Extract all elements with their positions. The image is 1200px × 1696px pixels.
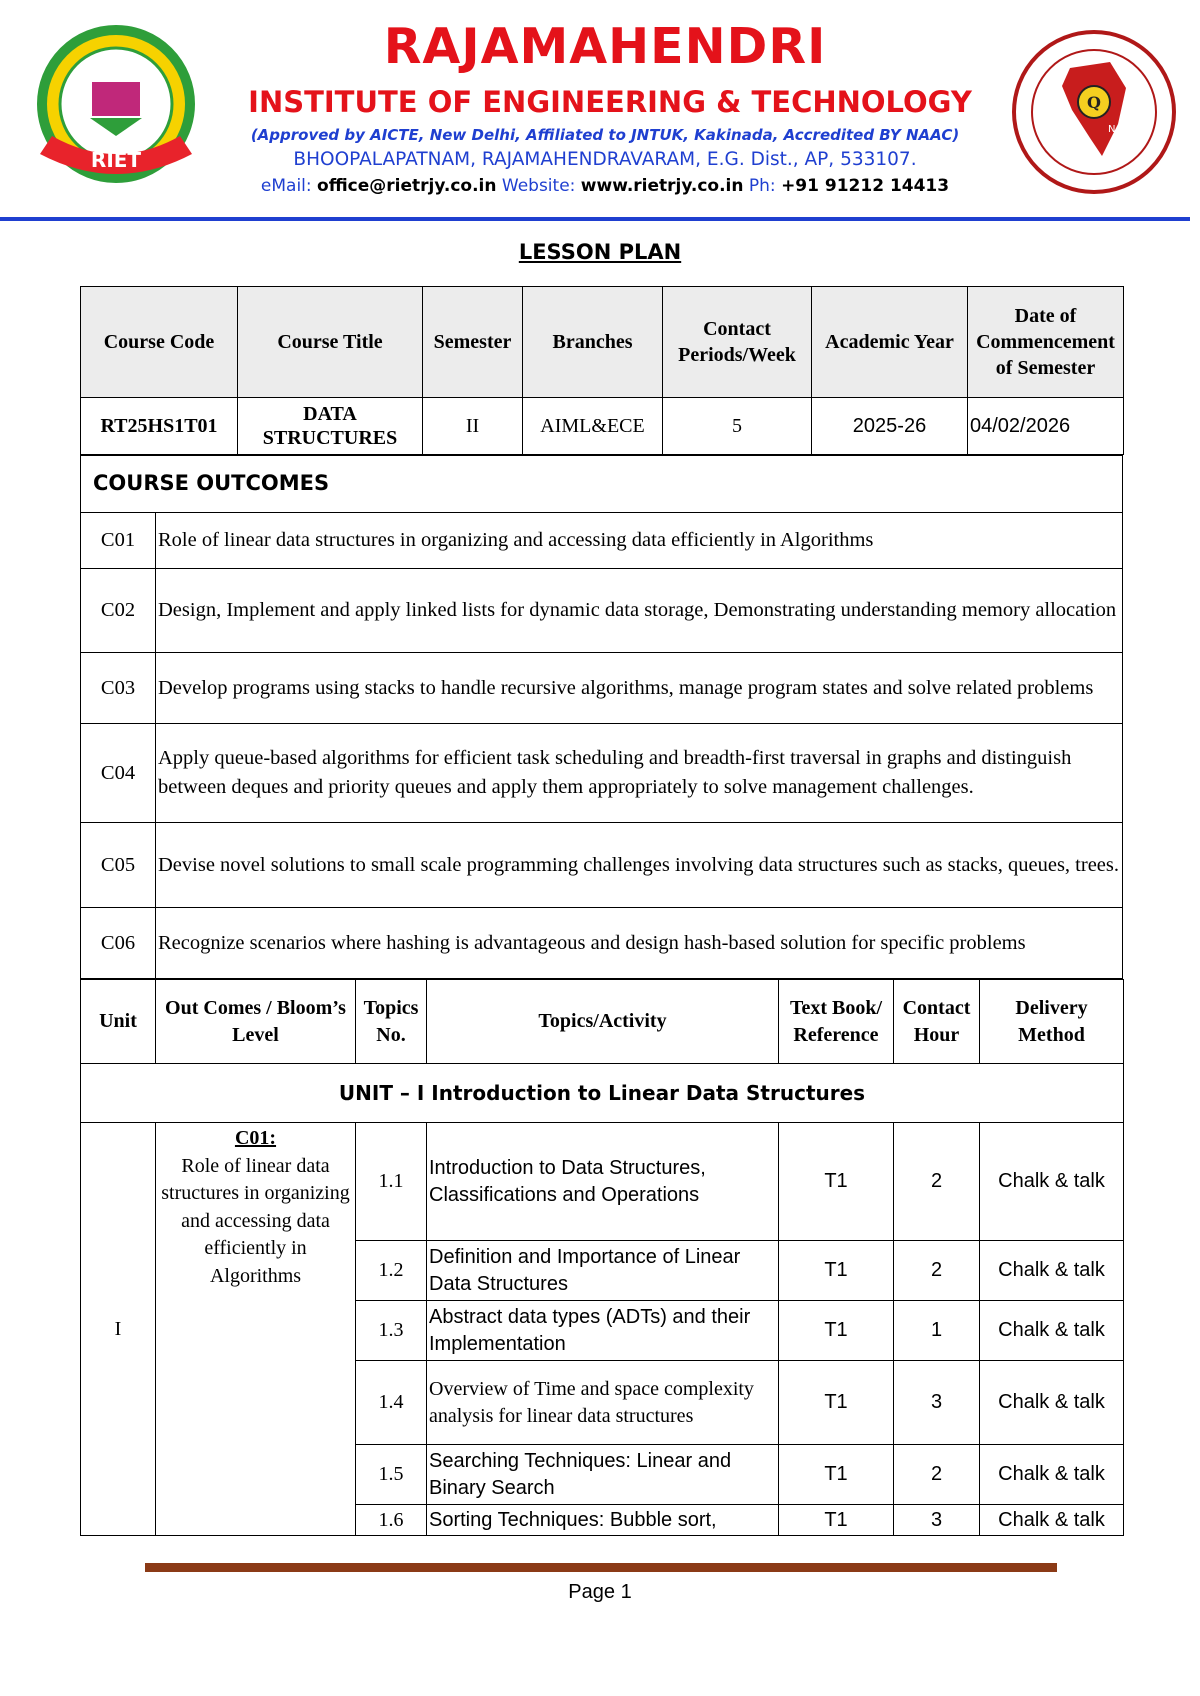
outcome-text: Apply queue-based algorithms for efficient task scheduling and breadth-first traversal in graphs and distinguish between deques and priority queues and apply them appropriately to solve management challenges. [156, 724, 1123, 823]
website-link[interactable]: www.rietrjy.co.in [580, 176, 744, 196]
naac-seal-icon [1010, 28, 1178, 196]
footer-divider [145, 1563, 1057, 1572]
header-commencement-date: Date of Commencement of Semester [968, 287, 1124, 398]
header-semester: Semester [423, 287, 523, 398]
contact-hours: 2 [894, 1241, 980, 1301]
institute-name: RAJAMAHENDRI [383, 18, 827, 75]
header-contact-hour: Contact Hour [894, 980, 980, 1064]
course-code: RT25HS1T01 [81, 398, 238, 455]
delivery-method: Chalk & talk [980, 1361, 1124, 1445]
course-outcomes-heading: COURSE OUTCOMES [81, 456, 1123, 513]
contact-hours: 3 [894, 1505, 980, 1536]
topic-title: Definition and Importance of Linear Data Structures [427, 1241, 779, 1301]
contact-hours: 3 [894, 1361, 980, 1445]
topic-number: 1.4 [356, 1361, 427, 1445]
approval-line: (Approved by AICTE, New Delhi, Affiliated to JNTUK, Kakinada, Accredited BY NAAC) [250, 126, 960, 144]
outcome-text: Role of linear data structures in organizing and accessing data efficiently in Algorithms [156, 513, 1123, 569]
text-book: T1 [779, 1241, 894, 1301]
header-academic-year: Academic Year [812, 287, 968, 398]
course-title: DATA STRUCTURES [238, 398, 423, 455]
outcome-code: C04 [81, 724, 156, 823]
page-title: LESSON PLAN [518, 240, 682, 264]
contact-line: eMail: office@rietrjy.co.in Website: www.rietrjy.co.in Ph: +91 91212 14413 [260, 176, 950, 196]
page-number: Page 1 [568, 1581, 632, 1603]
text-book: T1 [779, 1505, 894, 1536]
svg-text:RIET: RIET [90, 148, 142, 172]
outcome-row [81, 569, 1123, 653]
contact-hours: 2 [894, 1445, 980, 1505]
topic-number: 1.1 [356, 1123, 427, 1241]
outcome-code: C06 [81, 908, 156, 979]
header-unit: Unit [81, 980, 156, 1064]
delivery-method: Chalk & talk [980, 1241, 1124, 1301]
outcome-code: C01: [234, 1127, 277, 1149]
text-book: T1 [779, 1123, 894, 1241]
delivery-method: Chalk & talk [980, 1301, 1124, 1361]
header-topics: Topics/Activity [427, 980, 779, 1064]
topic-number: 1.2 [356, 1241, 427, 1301]
topic-title: Introduction to Data Structures, Classifications and Operations [427, 1123, 779, 1241]
header-branches: Branches [523, 287, 663, 398]
lesson-schedule-table [80, 979, 1124, 1536]
outcome-row [81, 724, 1123, 823]
letterhead [0, 0, 1200, 222]
unit-number: I [81, 1123, 156, 1536]
branches: AIML&ECE [523, 398, 663, 455]
address-line: BHOOPALAPATNAM, RAJAMAHENDRAVARAM, E.G. Dist., AP, 533107. [293, 149, 917, 170]
contact-hours: 1 [894, 1301, 980, 1361]
topic-number: 1.3 [356, 1301, 427, 1361]
svg-text:Q: Q [1087, 93, 1101, 112]
contact-hours: 2 [894, 1123, 980, 1241]
outcome-description: Role of linear data structures in organizing and accessing data efficiently in Algorithms [161, 1154, 350, 1287]
outcome-row [81, 908, 1123, 979]
text-book: T1 [779, 1361, 894, 1445]
topic-title: Searching Techniques: Linear and Binary Search [427, 1445, 779, 1505]
course-info-table [80, 286, 1124, 455]
topic-number: 1.5 [356, 1445, 427, 1505]
outcome-text: Recognize scenarios where hashing is advantageous and design hash-based solution for specific problems [156, 908, 1123, 979]
text-book: T1 [779, 1445, 894, 1505]
outcome-code: C02 [81, 569, 156, 653]
delivery-method: Chalk & talk [980, 1123, 1124, 1241]
outcome-text: Devise novel solutions to small scale programming challenges involving data structures such as stacks, queues, trees. [156, 823, 1123, 908]
header-topic-no: Topics No. [356, 980, 427, 1064]
header-outcomes: Out Comes / Bloom’s Level [156, 980, 356, 1064]
institute-subtitle: INSTITUTE OF ENGINEERING & TECHNOLOGY [248, 85, 972, 119]
delivery-method: Chalk & talk [980, 1445, 1124, 1505]
topic-number: 1.6 [356, 1505, 427, 1536]
header-delivery-method: Delivery Method [980, 980, 1124, 1064]
riet-logo-icon [30, 24, 202, 190]
svg-text:NAAC: NAAC [1108, 124, 1137, 135]
topic-title: Abstract data types (ADTs) and their Implementation [427, 1301, 779, 1361]
course-info-value-row [81, 398, 1124, 455]
email-link[interactable]: office@rietrjy.co.in [317, 176, 497, 196]
header-course-title: Course Title [238, 287, 423, 398]
outcome-text: Develop programs using stacks to handle recursive algorithms, manage program states and solve related problems [156, 653, 1123, 724]
topic-title: Sorting Techniques: Bubble sort, [427, 1505, 779, 1536]
header-course-code: Course Code [81, 287, 238, 398]
contact-periods: 5 [663, 398, 812, 455]
header-contact-periods: Contact Periods/Week [663, 287, 812, 398]
schedule-header-row [81, 980, 1124, 1064]
delivery-method: Chalk & talk [980, 1505, 1124, 1536]
topic-title: Overview of Time and space complexity analysis for linear data structures [427, 1361, 779, 1445]
unit-outcome [156, 1123, 356, 1536]
course-info-header-row [81, 287, 1124, 398]
outcome-row [81, 513, 1123, 569]
header-text-book: Text Book/ Reference [779, 980, 894, 1064]
course-outcomes-table [80, 455, 1123, 979]
table-row [81, 1123, 1124, 1241]
outcome-row [81, 823, 1123, 908]
header-divider [0, 217, 1190, 221]
text-book: T1 [779, 1301, 894, 1361]
outcome-code: C05 [81, 823, 156, 908]
outcome-code: C03 [81, 653, 156, 724]
outcome-row [81, 653, 1123, 724]
unit-title: UNIT – I Introduction to Linear Data Structures [81, 1064, 1124, 1123]
outcome-text: Design, Implement and apply linked lists for dynamic data storage, Demonstrating understanding memory allocation [156, 569, 1123, 653]
academic-year: 2025-26 [812, 398, 968, 455]
commencement-date: 04/02/2026 [968, 398, 1124, 455]
outcome-code: C01 [81, 513, 156, 569]
semester: II [423, 398, 523, 455]
